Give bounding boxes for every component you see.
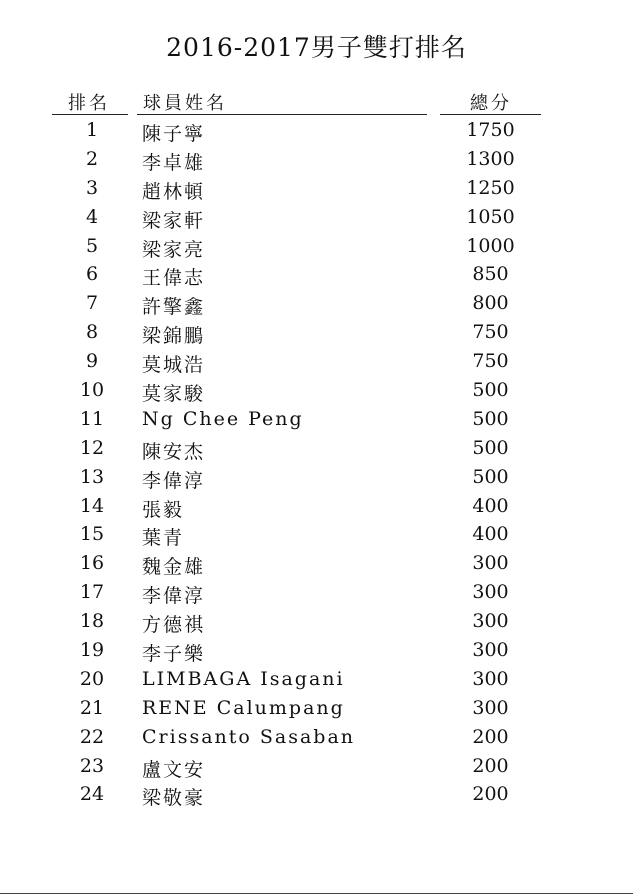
player-name-cell: 張毅	[142, 498, 185, 521]
player-name-cell: 梁錦鵬	[142, 325, 206, 348]
rank-cell: 17	[79, 581, 105, 604]
table-row	[0, 348, 633, 377]
score-cell: 200	[472, 783, 509, 806]
score-cell: 500	[472, 407, 509, 430]
rank-cell: 2	[85, 147, 99, 170]
table-row	[0, 233, 633, 262]
rank-cell: 21	[79, 696, 105, 719]
page-bottom-edge	[0, 893, 633, 894]
table-row	[0, 781, 633, 810]
player-name-cell: 魏金雄	[142, 556, 206, 579]
player-name-cell: 趙林頓	[142, 180, 206, 203]
player-name-cell: 李偉淳	[142, 585, 206, 608]
score-cell: 300	[472, 696, 509, 719]
header-underline-rank	[52, 114, 128, 115]
table-row	[0, 753, 633, 782]
player-name-cell: 方德祺	[142, 614, 206, 637]
player-name-cell: 盧文安	[142, 758, 206, 781]
rank-cell: 11	[79, 407, 105, 430]
player-name-cell: 莫城浩	[142, 354, 206, 377]
table-row	[0, 435, 633, 464]
page-title: 2016-2017男子雙打排名	[166, 33, 467, 62]
rank-cell: 22	[79, 725, 105, 748]
score-cell: 850	[472, 263, 509, 286]
rank-cell: 1	[85, 119, 99, 141]
player-name-cell: 陳子寧	[142, 123, 206, 145]
table-row	[0, 117, 633, 146]
rank-cell: 7	[85, 292, 99, 315]
table-row	[0, 666, 633, 695]
column-header-rank: 排名	[68, 93, 110, 114]
score-cell: 400	[472, 494, 509, 517]
player-name-cell: 王偉志	[142, 267, 206, 290]
table-row	[0, 175, 633, 204]
rank-cell: 4	[85, 205, 99, 228]
table-row	[0, 464, 633, 493]
table-row	[0, 146, 633, 175]
rank-cell: 3	[85, 176, 99, 199]
rank-cell: 24	[79, 783, 105, 806]
score-cell: 1050	[466, 205, 515, 228]
score-cell: 500	[472, 436, 509, 459]
table-row	[0, 550, 633, 579]
score-cell: 400	[472, 523, 509, 546]
rank-cell: 10	[79, 379, 105, 402]
score-cell: 300	[472, 552, 509, 575]
rank-cell: 15	[79, 523, 105, 546]
table-row	[0, 406, 633, 435]
player-name-cell: 莫家駿	[142, 383, 206, 406]
player-name-cell: 陳安杰	[142, 440, 206, 463]
player-name-cell: 李卓雄	[142, 151, 206, 174]
score-cell: 1300	[466, 147, 515, 170]
score-cell: 1000	[466, 234, 515, 257]
player-name-cell: 許擎鑫	[142, 296, 206, 319]
score-cell: 800	[472, 292, 509, 315]
player-name-cell: 李偉淳	[142, 469, 206, 492]
column-header-score: 總分	[470, 93, 512, 114]
rank-cell: 18	[79, 610, 105, 633]
table-row	[0, 521, 633, 550]
player-name-cell: Crissanto Sasaban	[142, 725, 356, 748]
player-name-cell: 梁敬豪	[142, 787, 206, 810]
rank-cell: 19	[79, 639, 105, 662]
table-row	[0, 261, 633, 290]
table-row	[0, 608, 633, 637]
player-name-cell: RENE Calumpang	[142, 696, 345, 719]
header-underline-score	[440, 114, 541, 115]
player-name-cell: LIMBAGA Isagani	[142, 667, 345, 690]
rank-cell: 8	[85, 321, 99, 344]
score-cell: 300	[472, 581, 509, 604]
score-cell: 500	[472, 379, 509, 402]
table-row	[0, 724, 633, 753]
score-cell: 200	[472, 754, 509, 777]
player-name-cell: 李子樂	[142, 643, 206, 666]
table-row	[0, 579, 633, 608]
score-cell: 750	[472, 321, 509, 344]
rank-cell: 13	[79, 465, 105, 488]
score-cell: 200	[472, 725, 509, 748]
rank-cell: 6	[85, 263, 99, 286]
rank-cell: 14	[79, 494, 105, 517]
ranking-table	[0, 117, 633, 810]
column-header-name: 球員姓名	[143, 93, 227, 114]
table-row	[0, 377, 633, 406]
table-row	[0, 695, 633, 724]
rank-cell: 20	[79, 667, 105, 690]
player-name-cell: Ng Chee Peng	[142, 407, 304, 430]
player-name-cell: 葉青	[142, 527, 185, 550]
table-row	[0, 637, 633, 666]
table-row	[0, 290, 633, 319]
score-cell: 750	[472, 350, 509, 373]
rank-cell: 16	[79, 552, 105, 575]
score-cell: 300	[472, 610, 509, 633]
header-underline-name	[137, 114, 427, 115]
score-cell: 300	[472, 639, 509, 662]
rank-cell: 5	[85, 234, 99, 257]
score-cell: 300	[472, 667, 509, 690]
table-row	[0, 319, 633, 348]
player-name-cell: 梁家亮	[142, 238, 206, 261]
score-cell: 500	[472, 465, 509, 488]
player-name-cell: 梁家軒	[142, 209, 206, 232]
rank-cell: 23	[79, 754, 105, 777]
table-row	[0, 493, 633, 522]
score-cell: 1750	[466, 119, 515, 141]
score-cell: 1250	[466, 176, 515, 199]
table-row	[0, 204, 633, 233]
rank-cell: 12	[79, 436, 105, 459]
rank-cell: 9	[85, 350, 99, 373]
